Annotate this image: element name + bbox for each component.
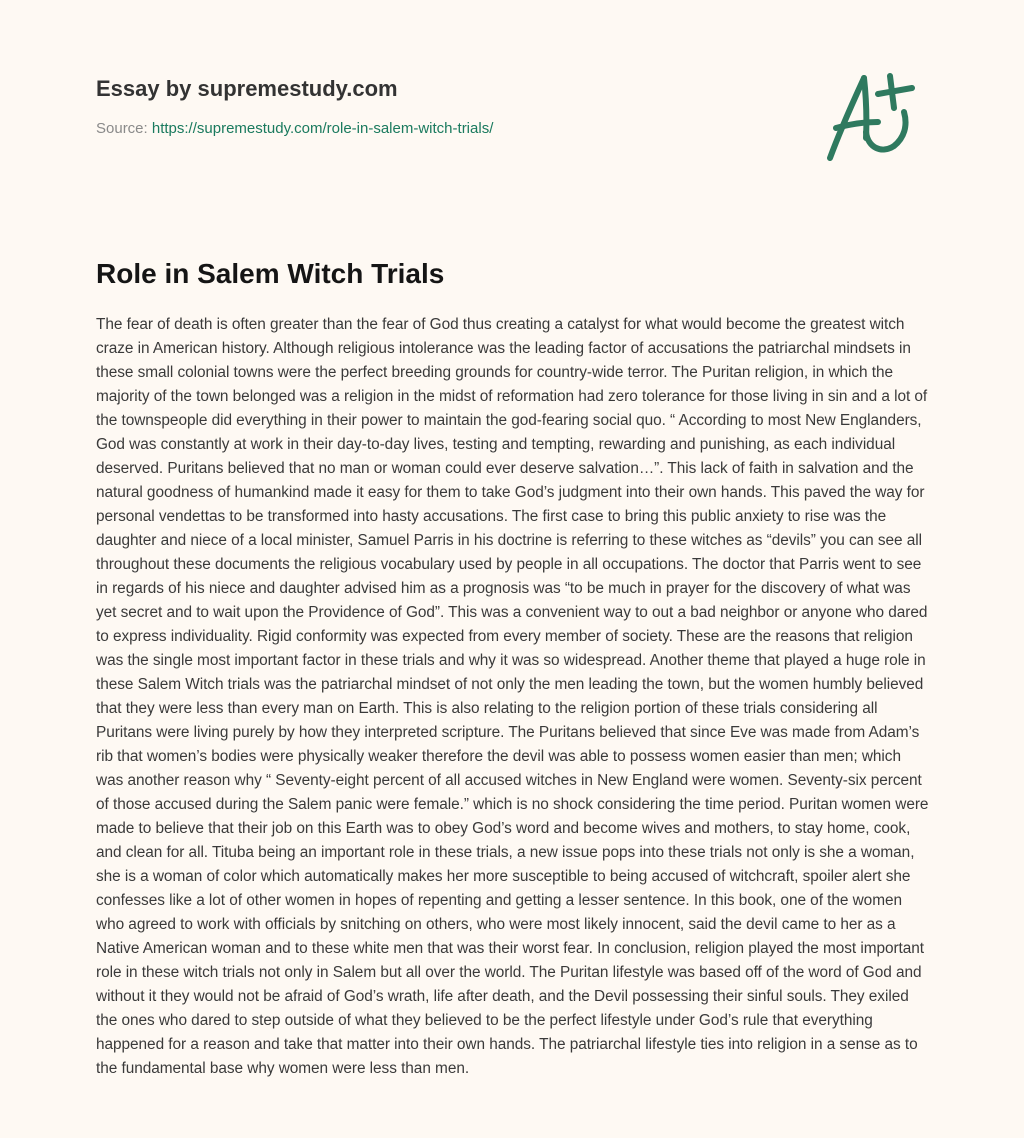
page-header bbox=[96, 72, 796, 139]
source-link[interactable]: https://supremestudy.com/role-in-salem-witch-trials/ bbox=[151, 120, 494, 137]
site-title: Essay by supremestudy.com bbox=[96, 76, 398, 101]
source-line bbox=[96, 119, 796, 139]
a-plus-grade-icon bbox=[822, 66, 932, 166]
source-label: Source: bbox=[96, 120, 152, 137]
essay-title: Role in Salem Witch Trials bbox=[96, 258, 445, 289]
essay-body: The fear of death is often greater than the fear of God thus creating a catalyst for what would become the greatest witch craze in American history. Although religious intolerance was the leading factor of accusations the patriarchal mindsets in these small colonial towns were the perfect breeding grounds for country-wide terror. The Puritan religion, in which the majority of the town belonged was a religion in the midst of reformation had zero tolerance for those living in sin and a lot of the townspeople did everything in their power to maintain the god-fearing social quo. “ According to most New Englanders, God was constantly at work in their day-to-day lives, testing and tempting, rewarding and punishing, as each individual deserved. Puritans believed that no man or woman could ever deserve salvation…”. This lack of faith in salvation and the natural goodness of humankind made it easy for them to take God’s judgment into their own hands. This paved the way for personal vendettas to be transformed into hasty accusations. The first case to bring this public anxiety to rise was the daughter and niece of a local minister, Samuel Parris in his doctrine is referring to these witches as “devils” you can see all throughout these documents the religious vocabulary used by people in all occupations. The doctor that Parris went to see in regards of his niece and daughter advised him as a prognosis was “to be much in prayer for the discovery of what was yet secret and to wait upon the Providence of God”. This was a convenient way to out a bad neighbor or anyone who dared to express individuality. Rigid conformity was expected from every member of society. These are the reasons that religion was the single most important factor in these trials and why it was so widespread. Another theme that played a huge role in these Salem Witch trials was the patriarchal mindset of not only the men leading the town, but the women humbly believed that they were less than every man on Earth. This is also relating to the religion portion of these trials considering all Puritans were living purely by how they interpreted scripture. The Puritans believed that since Eve was made from Adam’s rib that women’s bodies were physically weaker therefore the devil was able to possess women easier than men; which was another reason why “ Seventy-eight percent of all accused witches in New England were women. Seventy-six percent of those accused during the Salem panic were female.” which is no shock considering the time period. Puritan women were made to believe that their job on this Earth was to obey God’s word and become wives and mothers, to stay home, cook, and clean for all. Tituba being an important role in these trials, a new issue pops into these trials not only is she a woman, she is a woman of color which automatically makes her more susceptible to being accused of witchcraft, spoiler alert she confesses like a lot of other women in hopes of repenting and getting a lesser sentence. In this book, one of the women who agreed to work with officials by snitching on others, who were most likely innocent, said the devil came to her as a Native American woman and to these white men that was their worst fear. In conclusion, religion played the most important role in these witch trials not only in Salem but all over the world. The Puritan lifestyle was based off of the word of God and without it they would not be afraid of God’s wrath, life after death, and the Devil possessing their sinful souls. They exiled the ones who dared to step outside of what they believed to be the perfect lifestyle under God’s rule that everything happened for a reason and take that matter into their own hands. The patriarchal lifestyle ties into religion in a sense as to the fundamental base why women were less than men. bbox=[96, 316, 929, 1077]
